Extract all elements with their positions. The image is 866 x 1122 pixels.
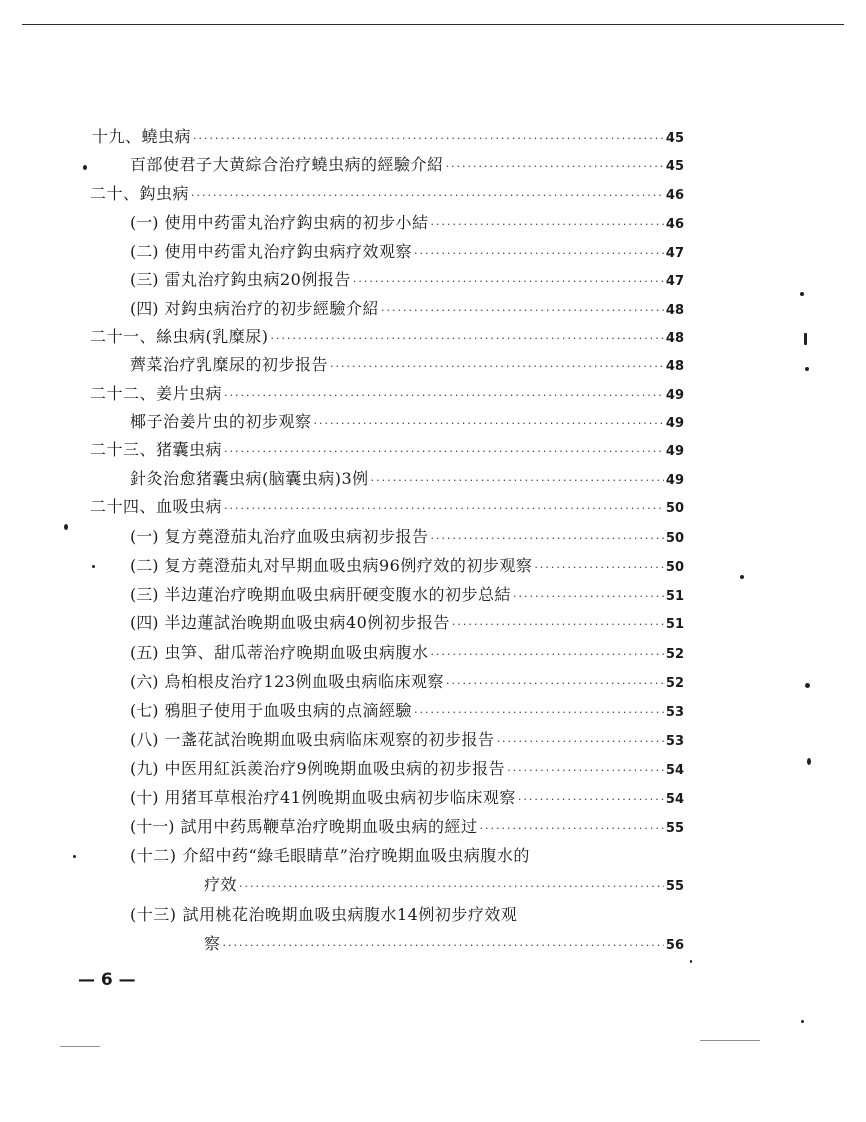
leader-dots [497, 729, 664, 755]
page-number: — 6 — [78, 970, 136, 990]
entry-title: 虫笋、甜瓜蒂治疗晚期血吸虫病腹水 [164, 643, 429, 662]
entry-title: 試用桃花治晚期血吸虫病腹水14例初步疗效观 [182, 905, 518, 924]
entry-title: 中医用紅浜羨治疗9例晚期血吸虫病的初步报告 [164, 759, 506, 778]
entry-number: (三) [130, 270, 159, 289]
leader-dots [191, 183, 664, 209]
entry-page: 50 [665, 560, 684, 575]
entry-page: 51 [665, 617, 684, 632]
entry-page: 45 [665, 159, 684, 174]
entry-title: 十九、蟯虫病 [92, 127, 192, 146]
entry-page: 53 [665, 705, 684, 720]
scan-speck [804, 333, 807, 345]
toc-entry-24-1 [130, 524, 684, 550]
toc-entry-24-10 [130, 785, 684, 811]
toc-entry-24-4 [130, 610, 684, 636]
entry-title: 二十一、絲虫病(乳糜尿) [90, 327, 269, 346]
toc-entry-20-2 [130, 239, 684, 265]
leader-dots [414, 241, 664, 267]
entry-title: 使用中药雷丸治疗鈎虫病疗效观察 [164, 242, 413, 261]
entry-title: 复方蕘澄茄丸治疗血吸虫病初步报告 [164, 527, 429, 546]
toc-entry-24-3 [130, 582, 684, 608]
entry-number: (十一) [130, 817, 175, 836]
entry-number: (四) [130, 299, 159, 318]
entry-page: 56 [665, 938, 684, 953]
entry-title: 复方蕘澄茄丸对早期血吸虫病96例疗效的初步观察 [164, 556, 533, 575]
entry-page: 54 [665, 763, 684, 778]
entry-title: 二十四、血吸虫病 [90, 497, 223, 516]
entry-number: (一) [130, 527, 159, 546]
toc-entry-24-9 [130, 756, 684, 782]
toc-entry-22 [90, 381, 684, 407]
scan-speck [64, 524, 68, 530]
entry-title: 薺菜治疗乳糜尿的初步报告 [130, 355, 329, 374]
entry-number: (六) [130, 672, 159, 691]
entry-page: 54 [665, 792, 684, 807]
entry-title: 烏桕根皮治疗123例血吸虫病临床观察 [164, 672, 445, 691]
leader-dots [431, 526, 664, 552]
entry-number: (七) [130, 701, 159, 720]
leader-dots [431, 642, 664, 668]
entry-page: 50 [665, 531, 684, 546]
toc-entry-24-6 [130, 669, 684, 695]
toc-entry-24-7 [130, 698, 684, 724]
scan-speck [805, 683, 810, 688]
entry-page: 49 [665, 444, 684, 459]
entry-page: 48 [665, 303, 684, 318]
toc-entry-24-12-line1 [130, 843, 530, 869]
toc-entry-24-11 [130, 814, 684, 840]
entry-page: 55 [665, 821, 684, 836]
toc-entry-24-13 [204, 931, 684, 957]
scan-speck [83, 165, 87, 170]
scan-speck [805, 367, 809, 371]
leader-dots [224, 496, 664, 522]
entry-title: 椰子治姜片虫的初步观察 [130, 412, 312, 431]
leader-dots [193, 126, 664, 152]
leader-dots [480, 816, 664, 842]
leader-dots [534, 555, 664, 581]
entry-title: 鴉胆子使用于血吸虫病的点滴經驗 [164, 701, 413, 720]
scan-speck [92, 565, 95, 568]
scan-speck [700, 1040, 760, 1041]
scan-speck [801, 1020, 804, 1023]
toc-entry-24 [90, 494, 684, 520]
entry-page: 48 [665, 359, 684, 374]
leader-dots [414, 700, 664, 726]
entry-page: 51 [665, 589, 684, 604]
leader-dots [446, 671, 664, 697]
scan-speck [690, 960, 692, 963]
toc-entry-19 [92, 124, 684, 150]
entry-title: 雷丸治疗鈎虫病20例报告 [164, 270, 351, 289]
entry-page: 45 [665, 131, 684, 146]
toc-entry-20-3 [130, 267, 684, 293]
leader-dots [371, 468, 664, 494]
toc-entry-24-2 [130, 553, 684, 579]
toc-entry-20 [90, 181, 684, 207]
entry-page: 46 [665, 217, 684, 232]
scan-speck [73, 855, 76, 858]
toc-entry-19-1 [130, 152, 684, 178]
entry-title: 半边蓮試治晚期血吸虫病40例初步报告 [164, 613, 450, 632]
entry-page: 49 [665, 473, 684, 488]
entry-number: (一) [130, 213, 159, 232]
entry-title: 介紹中药“綠毛眼睛草”治疗晚期血吸虫病腹水的 [182, 846, 530, 865]
toc-entry-24-13-line1 [130, 902, 517, 928]
entry-title: 半边蓮治疗晚期血吸虫病肝硬变腹水的初步总結 [164, 585, 512, 604]
leader-dots [446, 154, 664, 180]
entry-title: 二十三、猪囊虫病 [90, 440, 223, 459]
leader-dots [452, 612, 664, 638]
toc-entry-20-1 [130, 210, 684, 236]
entry-title: 二十、鈎虫病 [90, 184, 190, 203]
leader-dots [518, 787, 664, 813]
leader-dots [507, 758, 664, 784]
entry-title: 一盞花試治晚期血吸虫病临床观察的初步报告 [164, 730, 495, 749]
entry-number: (三) [130, 585, 159, 604]
leader-dots [431, 212, 664, 238]
entry-page: 52 [665, 647, 684, 662]
scan-speck [800, 292, 804, 296]
entry-page: 52 [665, 676, 684, 691]
entry-number: (十) [130, 788, 159, 807]
entry-number: (五) [130, 643, 159, 662]
toc-entry-21 [90, 324, 684, 350]
entry-title: 对鈎虫病治疗的初步經驗介紹 [164, 299, 380, 318]
entry-number: (十三) [130, 905, 177, 924]
toc-entry-24-12 [204, 872, 684, 898]
entry-title: 針灸治愈猪囊虫病(脑囊虫病)3例 [130, 469, 369, 488]
entry-page: 50 [665, 501, 684, 516]
scan-speck [740, 575, 744, 579]
toc-entry-21-1 [130, 352, 684, 378]
leader-dots [513, 584, 664, 610]
entry-number: (二) [130, 242, 159, 261]
toc-entry-23 [90, 437, 684, 463]
entry-number: (十二) [130, 846, 177, 865]
entry-number: (八) [130, 730, 159, 749]
leader-dots [314, 411, 664, 437]
entry-title-continued: 疗效 [204, 875, 238, 894]
toc-entry-20-4 [130, 296, 684, 322]
toc-entry-23-1 [130, 466, 684, 492]
leader-dots [271, 326, 664, 352]
entry-page: 53 [665, 734, 684, 749]
entry-page: 49 [665, 388, 684, 403]
leader-dots [381, 298, 664, 324]
entry-page: 46 [665, 188, 684, 203]
entry-title: 百部使君子大黄綜合治疗蟯虫病的經驗介紹 [130, 155, 444, 174]
leader-dots [353, 269, 664, 295]
leader-dots [224, 383, 664, 409]
entry-page: 55 [665, 879, 684, 894]
entry-title: 用猪耳草根治疗41例晚期血吸虫病初步临床观察 [164, 788, 516, 807]
entry-page: 47 [665, 274, 684, 289]
toc-entry-24-5 [130, 640, 684, 666]
scan-speck [807, 758, 811, 765]
entry-title: 試用中药馬鞭草治疗晚期血吸虫病的經过 [180, 817, 478, 836]
entry-page: 47 [665, 246, 684, 261]
leader-dots [330, 354, 664, 380]
entry-number: (二) [130, 556, 159, 575]
leader-dots [239, 874, 664, 900]
entry-page: 49 [665, 416, 684, 431]
leader-dots [223, 933, 664, 959]
entry-title: 二十二、姜片虫病 [90, 384, 223, 403]
toc-entry-24-8 [130, 727, 684, 753]
toc-entry-22-1 [130, 409, 684, 435]
leader-dots [224, 439, 664, 465]
entry-number: (四) [130, 613, 159, 632]
entry-number: (九) [130, 759, 159, 778]
entry-title: 使用中药雷丸治疗鈎虫病的初步小結 [164, 213, 429, 232]
scan-speck [60, 1046, 100, 1047]
entry-title-continued: 察 [204, 934, 221, 953]
entry-page: 48 [665, 331, 684, 346]
